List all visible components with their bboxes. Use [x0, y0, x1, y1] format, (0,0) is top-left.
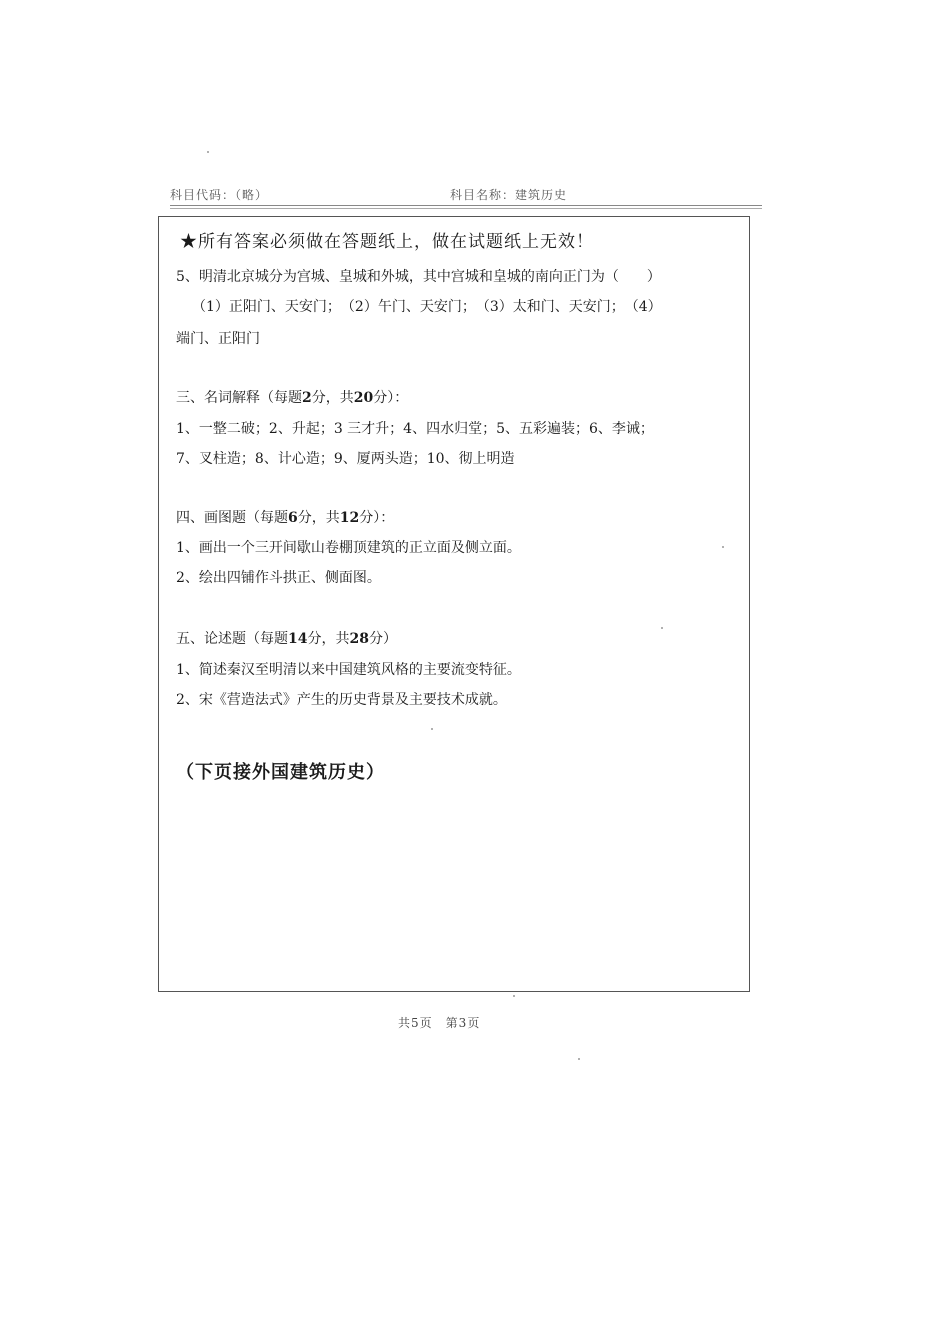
header-rule	[170, 205, 762, 209]
section-3-points-each: 2	[302, 390, 312, 406]
section-3-terms-line2: 7、叉柱造；8、计心造；9、厦两头造；10、彻上明造	[176, 451, 515, 467]
scan-speck	[661, 627, 663, 629]
section-5-title-pre: 五、论述题（每题	[176, 631, 288, 647]
section-3-title-pre: 三、名词解释（每题	[176, 390, 302, 406]
section-4-title	[176, 509, 394, 527]
section-4-title-post: 分）：	[359, 510, 395, 526]
answer-notice: ★所有答案必须做在答题纸上，做在试题纸上无效！	[180, 232, 594, 252]
section-5-title-mid: 分，共	[307, 631, 350, 647]
section-4-points-each: 6	[288, 510, 298, 526]
scan-speck	[207, 151, 209, 153]
subject-code-value: （略）	[235, 188, 269, 202]
section-3-terms-line1: 1、一整二破；2、升起；3 三才升；4、四水归堂；5、五彩遍装；6、李诫；	[176, 421, 654, 437]
footer-page-suffix: 页	[467, 1016, 481, 1030]
subject-name	[450, 186, 567, 203]
scan-speck	[578, 1058, 580, 1060]
footer-page-label: 页 第	[419, 1016, 459, 1030]
section-5-question-1: 1、简述秦汉至明清以来中国建筑风格的主要流变特征。	[176, 662, 521, 678]
section-3-title-mid: 分，共	[311, 390, 354, 406]
page-header	[170, 186, 762, 204]
section-5-question-2: 2、宋《营造法式》产生的历史背景及主要技术成就。	[176, 692, 507, 708]
question-5-options-cont: 端门、正阳门	[176, 331, 260, 347]
section-4-question-2: 2、绘出四铺作斗拱正、侧面图。	[176, 570, 381, 586]
section-4-points-total: 12	[339, 510, 360, 526]
footer-total-label: 共	[398, 1016, 412, 1030]
question-5-stem: 5、明清北京城分为宫城、皇城和外城，其中宫城和皇城的南向正门为（ ）	[176, 269, 661, 285]
subject-name-label: 科目名称：	[450, 188, 516, 202]
section-3-title	[176, 389, 408, 407]
section-4-title-pre: 四、画图题（每题	[176, 510, 288, 526]
scan-speck	[431, 728, 433, 730]
question-5-options: （1）正阳门、天安门； （2）午门、天安门； （3）太和门、天安门； （4）	[192, 299, 662, 315]
section-3-points-total: 20	[353, 390, 374, 406]
section-5-title	[176, 630, 397, 648]
page-footer	[398, 1014, 480, 1031]
subject-code	[170, 186, 268, 203]
section-5-points-total: 28	[349, 631, 369, 647]
next-page-note: （下页接外国建筑历史）	[176, 762, 385, 783]
section-4-question-1: 1、画出一个三开间歇山卷棚顶建筑的正立面及侧立面。	[176, 540, 521, 556]
section-5-title-post: 分）	[368, 631, 397, 647]
scan-speck	[722, 546, 724, 548]
footer-total-pages: 5	[411, 1016, 420, 1030]
section-3-title-post: 分）：	[373, 390, 409, 406]
subject-code-label: 科目代码：	[170, 188, 236, 202]
scan-speck	[513, 995, 515, 997]
subject-name-value: 建筑历史	[515, 188, 568, 202]
section-4-title-mid: 分，共	[297, 510, 340, 526]
section-5-points-each: 14	[288, 631, 308, 647]
footer-current-page: 3	[458, 1016, 468, 1030]
